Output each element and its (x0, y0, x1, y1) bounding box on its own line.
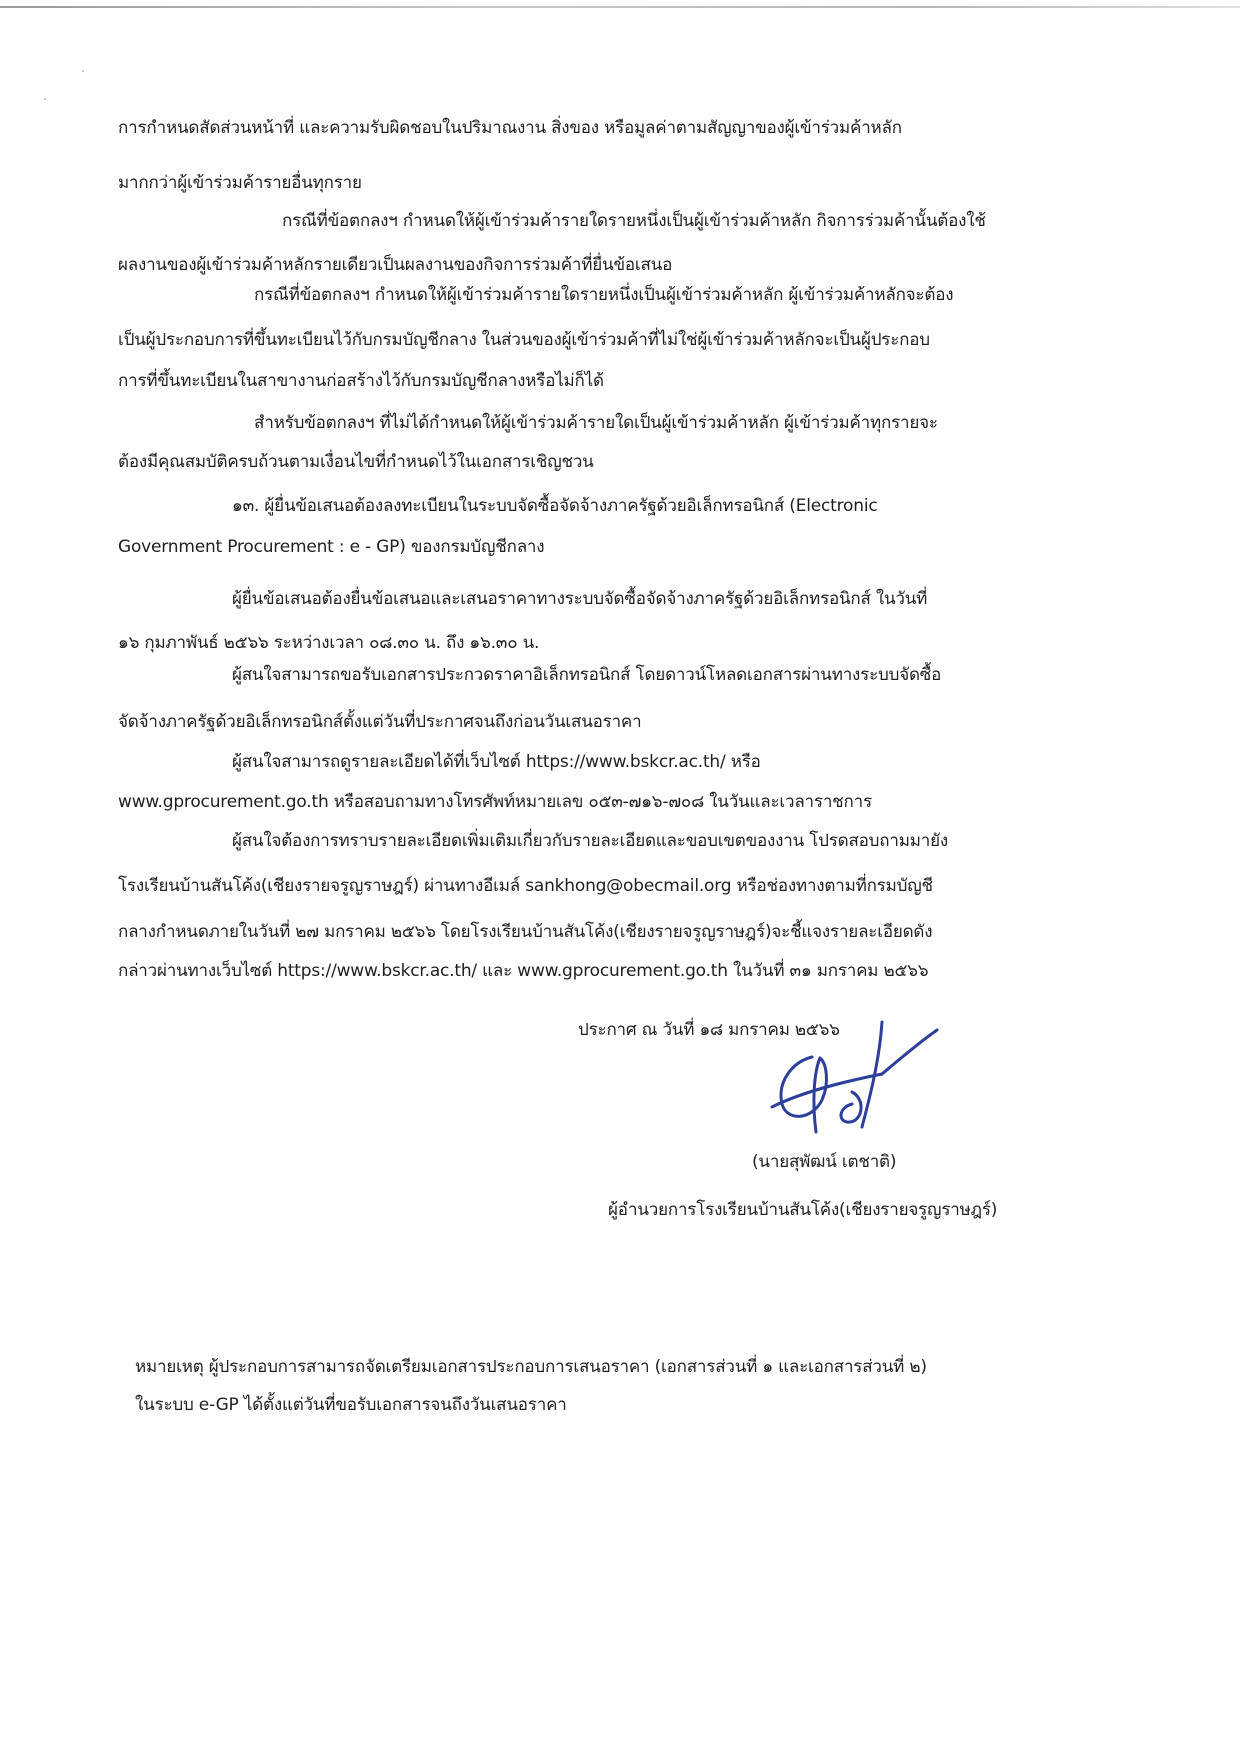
paragraph-line: กรณีที่ข้อตกลงฯ กำหนดให้ผู้เข้าร่วมค้ารายใดรายหนึ่งเป็นผู้เข้าร่วมค้าหลัก กิจการร่วมค้านั้นต้องใช้ (282, 211, 986, 231)
scan-speck (44, 98, 46, 100)
paragraph-line: กลางกำหนดภายในวันที่ ๒๗ มกราคม ๒๕๖๖ โดยโรงเรียนบ้านสันโค้ง(เชียงรายจรูญราษฎร์)จะชี้แจงรายละเอียดดัง (118, 922, 933, 942)
paragraph-line: Government Procurement : e - GP) ของกรมบัญชีกลาง (118, 537, 545, 557)
scan-edge-line (0, 6, 1240, 8)
paragraph-line: ผู้สนใจต้องการทราบรายละเอียดเพิ่มเติมเกี่ยวกับรายละเอียดและขอบเขตของงาน โปรดสอบถามมายัง (232, 831, 948, 851)
paragraph-line: การกำหนดสัดส่วนหน้าที่ และความรับผิดชอบในปริมาณงาน สิ่งของ หรือมูลค่าตามสัญญาของผู้เข้าร่วมค้าหลัก (118, 118, 902, 138)
paragraph-line: ผู้ยื่นข้อเสนอต้องยื่นข้อเสนอและเสนอราคาทางระบบจัดซื้อจัดจ้างภาครัฐด้วยอิเล็กทรอนิกส์ ในวันที่ (232, 589, 928, 609)
paragraph-line: โรงเรียนบ้านสันโค้ง(เชียงรายจรูญราษฎร์) ผ่านทางอีเมล์ sankhong@obecmail.org หรือช่องทางตามที่กรมบัญชี (118, 876, 933, 896)
paragraph-line: ผู้สนใจสามารถดูรายละเอียดได้ที่เว็บไซต์ https://www.bskcr.ac.th/ หรือ (232, 752, 761, 772)
paragraph-line: ต้องมีคุณสมบัติครบถ้วนตามเงื่อนไขที่กำหนดไว้ในเอกสารเชิญชวน (118, 452, 594, 472)
paragraph-line: ผลงานของผู้เข้าร่วมค้าหลักรายเดียวเป็นผลงานของกิจการร่วมค้าที่ยื่นข้อเสนอ (118, 255, 673, 275)
scan-speck (82, 70, 84, 72)
signer-name: (นายสุพัฒน์ เตชาติ) (752, 1152, 897, 1172)
signer-position: ผู้อำนวยการโรงเรียนบ้านสันโค้ง(เชียงรายจรูญราษฎร์) (608, 1200, 998, 1220)
paragraph-line: เป็นผู้ประกอบการที่ขึ้นทะเบียนไว้กับกรมบัญชีกลาง ในส่วนของผู้เข้าร่วมค้าที่ไม่ใช่ผู้เข้าร่วมค้าหลักจะเป็นผู้ประกอบ (118, 330, 930, 350)
paragraph-line: ๑๖ กุมภาพันธ์ ๒๕๖๖ ระหว่างเวลา ๐๘.๓๐ น. ถึง ๑๖.๓๐ น. (118, 633, 540, 653)
paragraph-line: กล่าวผ่านทางเว็บไซต์ https://www.bskcr.ac.th/ และ www.gprocurement.go.th ในวันที่ ๓๑ มกราคม ๒๕๖๖ (118, 961, 929, 981)
paragraph-line: การที่ขึ้นทะเบียนในสาขางานก่อสร้างไว้กับกรมบัญชีกลางหรือไม่ก็ได้ (118, 371, 604, 391)
paragraph-line: ๑๓. ผู้ยื่นข้อเสนอต้องลงทะเบียนในระบบจัดซื้อจัดจ้างภาครัฐด้วยอิเล็กทรอนิกส์ (Electronic (232, 496, 878, 516)
paragraph-line: จัดจ้างภาครัฐด้วยอิเล็กทรอนิกส์ตั้งแต่วันที่ประกาศจนถึงก่อนวันเสนอราคา (118, 712, 642, 732)
paragraph-line: กรณีที่ข้อตกลงฯ กำหนดให้ผู้เข้าร่วมค้ารายใดรายหนึ่งเป็นผู้เข้าร่วมค้าหลัก ผู้เข้าร่วมค้าหลักจะต้อง (254, 285, 954, 305)
note-line: ในระบบ e-GP ได้ตั้งแต่วันที่ขอรับเอกสารจนถึงวันเสนอราคา (135, 1395, 567, 1415)
announce-date: ประกาศ ณ วันที่ ๑๘ มกราคม ๒๕๖๖ (578, 1020, 840, 1040)
handwritten-signature (752, 1012, 942, 1147)
paragraph-line: www.gprocurement.go.th หรือสอบถามทางโทรศัพท์หมายเลข ๐๕๓-๗๑๖-๗๐๘ ในวันและเวลาราชการ (118, 792, 872, 812)
paragraph-line: มากกว่าผู้เข้าร่วมค้ารายอื่นทุกราย (118, 173, 362, 193)
paragraph-line: สำหรับข้อตกลงฯ ที่ไม่ได้กำหนดให้ผู้เข้าร่วมค้ารายใดเป็นผู้เข้าร่วมค้าหลัก ผู้เข้าร่วมค้าทุกรายจะ (254, 413, 938, 433)
paragraph-line: ผู้สนใจสามารถขอรับเอกสารประกวดราคาอิเล็กทรอนิกส์ โดยดาวน์โหลดเอกสารผ่านทางระบบจัดซื้อ (232, 665, 942, 685)
note-line: หมายเหตุ ผู้ประกอบการสามารถจัดเตรียมเอกสารประกอบการเสนอราคา (เอกสารส่วนที่ ๑ และเอกสารส่วนที่ ๒) (135, 1357, 927, 1377)
